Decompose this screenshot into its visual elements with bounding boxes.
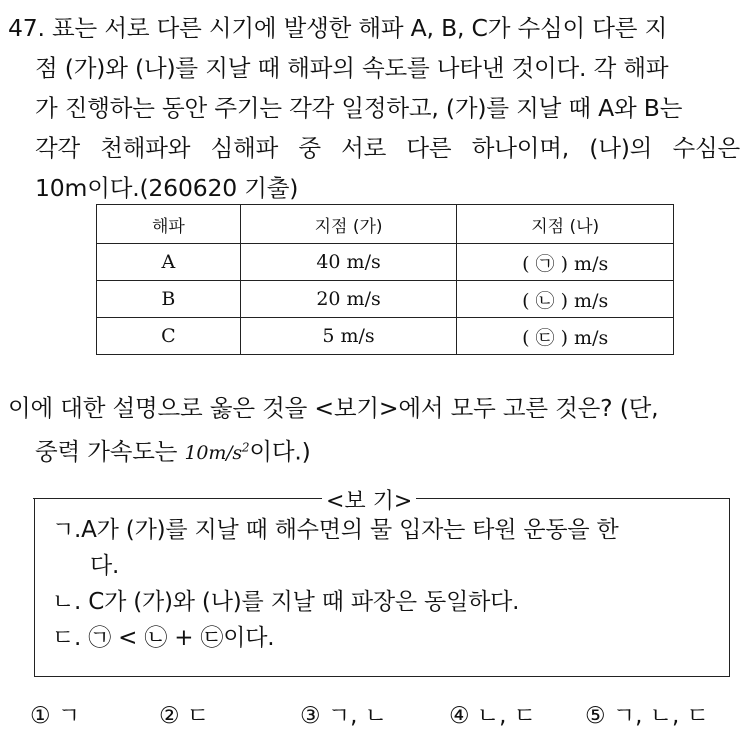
- header-point-ga: 지점 (가): [240, 205, 457, 244]
- cell-speed-na: ( ㉡ ) m/s: [457, 281, 674, 318]
- question-line-2-prefix: 중력 가속도는: [35, 437, 185, 466]
- bogi-box-title: <보 기>: [322, 484, 416, 515]
- question-text: [8, 388, 658, 473]
- table-row: [97, 244, 674, 281]
- word: 중: [298, 134, 321, 162]
- table-row: [97, 281, 674, 318]
- bogi-item-3: ㄷ. ㉠ < ㉡ + ㉢이다.: [52, 625, 275, 651]
- table-row: [97, 318, 674, 355]
- cell-speed-na: ( ㉠ ) m/s: [457, 244, 674, 281]
- gravity-value: [185, 442, 250, 464]
- word: 수심은: [672, 134, 740, 162]
- cell-wave: A: [97, 244, 241, 281]
- word: 다른: [406, 134, 452, 162]
- question-line-2: [8, 428, 658, 473]
- table-header-row: [97, 205, 674, 244]
- bogi-item-2: ㄴ. C가 (가)와 (나)를 지날 때 파장은 동일하다.: [52, 589, 520, 615]
- gravity-value-exponent: 2: [241, 441, 250, 455]
- bogi-item-1-continued: 다.: [90, 553, 120, 579]
- cell-wave: B: [97, 281, 241, 318]
- choice-5[interactable]: ⑤ ㄱ, ㄴ, ㄷ: [585, 703, 709, 729]
- word: 심해파: [210, 134, 279, 162]
- choice-2[interactable]: ② ㄷ: [159, 703, 210, 729]
- cell-speed-na: ( ㉢ ) m/s: [457, 318, 674, 355]
- word: (나)의: [589, 134, 653, 162]
- problem-statement: [8, 8, 740, 208]
- choice-4[interactable]: ④ ㄴ, ㄷ: [449, 703, 536, 729]
- choice-1[interactable]: ① ㄱ: [30, 703, 81, 729]
- wave-speed-table: [96, 204, 674, 355]
- problem-line-1: 47. 표는 서로 다른 시기에 발생한 해파 A, B, C가 수심이 다른 지: [8, 14, 668, 42]
- header-wave: 해파: [97, 205, 241, 244]
- question-line-2-suffix: 이다.): [249, 437, 311, 466]
- word: 천해파와: [100, 134, 191, 162]
- word: 각각: [35, 134, 81, 162]
- problem-line-3: 가 진행하는 동안 주기는 각각 일정하고, (가)를 지날 때 A와 B는: [35, 94, 683, 122]
- choice-3[interactable]: ③ ㄱ, ㄴ: [300, 703, 387, 729]
- header-point-na: 지점 (나): [457, 205, 674, 244]
- problem-line-2: 점 (가)와 (나)를 지날 때 해파의 속도를 나타낸 것이다. 각 해파: [35, 54, 669, 82]
- bogi-items: [52, 512, 712, 656]
- cell-wave: C: [97, 318, 241, 355]
- problem-line-5: 10m이다.(260620 기출): [35, 174, 299, 202]
- cell-speed-ga: 40 m/s: [240, 244, 457, 281]
- wave-speed-table-container: [96, 204, 674, 355]
- problem-line-4: [8, 128, 740, 168]
- cell-speed-ga: 20 m/s: [240, 281, 457, 318]
- cell-speed-ga: 5 m/s: [240, 318, 457, 355]
- word: 하나이며,: [471, 134, 569, 162]
- word: 서로: [341, 134, 387, 162]
- bogi-item-1: ㄱ.A가 (가)를 지날 때 해수면의 물 입자는 타원 운동을 한: [52, 517, 619, 543]
- question-line-1: 이에 대한 설명으로 옳은 것을 <보기>에서 모두 고른 것은? (단,: [8, 394, 659, 422]
- gravity-value-base: 10m/s: [184, 442, 242, 465]
